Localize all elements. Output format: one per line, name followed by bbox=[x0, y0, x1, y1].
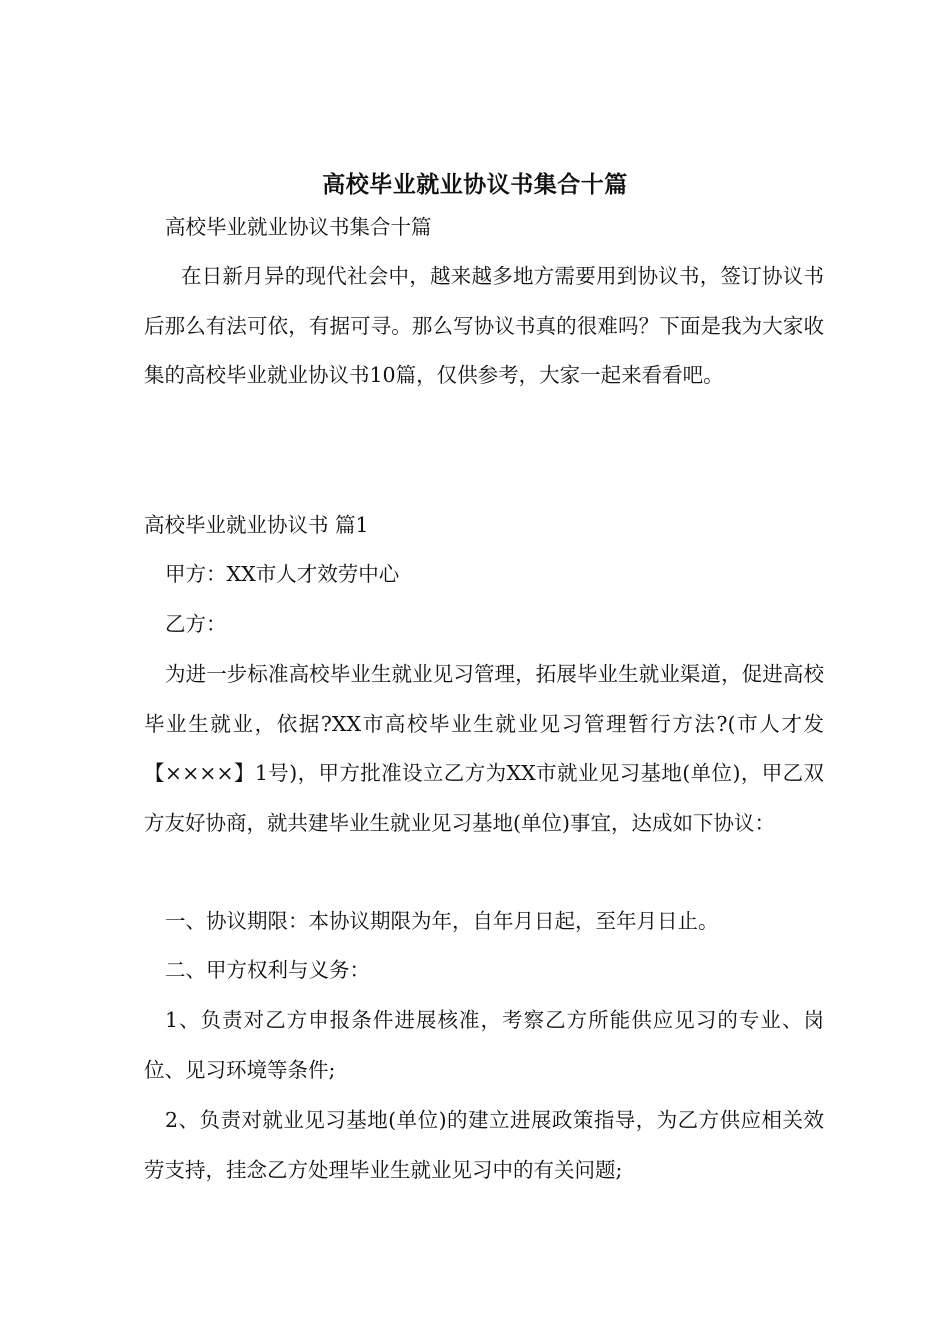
clause-term: 一、协议期限：本协议期限为年，自年月日起，至年月日止。 bbox=[165, 909, 719, 933]
intro-paragraph: 在日新月异的现代社会中，越来越多地方需要用到协议书，签订协议书后那么有法可依，有据可寻。那么写协议书真的很难吗？下面是我为大家收集的高校毕业就业协议书10篇，仅供参考，大家一起来看看吧。 bbox=[144, 264, 824, 387]
clause-item-2: 2、负责对就业见习基地(单位)的建立进展政策指导，为乙方供应相关效劳支持，挂念乙方处理毕业生就业见习中的有关问题; bbox=[144, 1108, 824, 1182]
subtitle-paragraph: 高校毕业就业协议书集合十篇 bbox=[165, 215, 432, 239]
clause-party-a-heading: 二、甲方权利与义务： bbox=[165, 958, 370, 982]
agreement-preamble: 为进一步标准高校毕业生就业见习管理，拓展毕业生就业渠道，促进高校毕业生就业，依据?XX市高校毕业生就业见习管理暂行方法?(市人才发【××××】1号)，甲方批准设立乙方为XX市就业见习基地(单位)，甲乙双方友好协商，就共建毕业生就业见习基地(单位)事宜，达成如下协议： bbox=[144, 662, 824, 835]
section-heading: 高校毕业就业协议书 篇1 bbox=[144, 513, 369, 537]
party-a-line: 甲方：XX市人才效劳中心 bbox=[165, 562, 400, 586]
clause-item-1: 1、负责对乙方申报条件进展核准，考察乙方所能供应见习的专业、岗位、见习环境等条件; bbox=[144, 1008, 824, 1082]
document-title: 高校毕业就业协议书集合十篇 bbox=[322, 171, 628, 199]
party-b-line: 乙方： bbox=[165, 612, 227, 636]
